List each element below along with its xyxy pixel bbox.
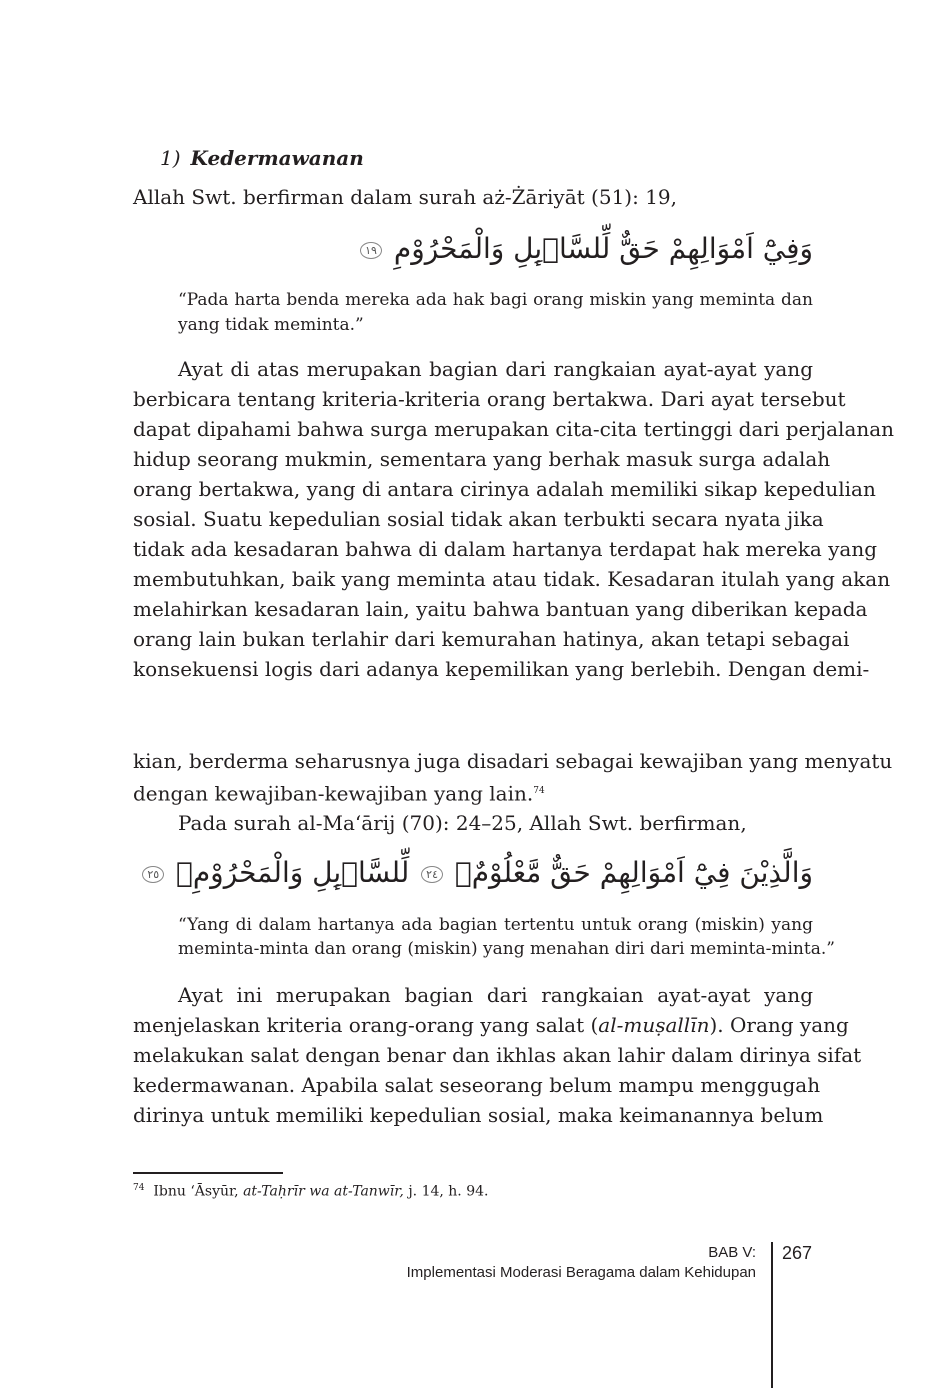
footer-chapter: BAB V:: [708, 1244, 756, 1261]
paragraph-1-line: orang lain bukan terlahir dari kemurahan hatinya, akan tetapi sebagai: [133, 627, 850, 651]
intro-line-2: Pada surah al-Ma‘ārij (70): 24–25, Allah Swt. berfirman,: [178, 811, 747, 835]
section-heading: [160, 146, 364, 170]
paragraph-1-continued-last-line: [133, 776, 813, 809]
paragraph-2-line: dirinya untuk memiliki kepedulian sosial, maka keimanannya belum: [133, 1103, 824, 1127]
translation-2-line-2: meminta-minta dan orang (miskin) yang menahan diri dari meminta-minta.”: [178, 939, 835, 959]
paragraph-1-line: sosial. Suatu kepedulian sosial tidak akan terbukti secara nyata jika: [133, 507, 824, 531]
paragraph-1-line: Ayat di atas merupakan bagian dari rangkaian ayat-ayat yang: [178, 357, 813, 381]
paragraph-1-line: hidup seorang mukmin, sementara yang berhak masuk surga adalah: [133, 447, 831, 471]
footnote-location: j. 14, h. 94.: [408, 1183, 489, 1200]
paragraph-1-line: membutuhkan, baik yang meminta atau tidak. Kesadaran itulah yang akan: [133, 567, 891, 591]
footer-vertical-rule: [771, 1242, 773, 1388]
paragraph-2-line: [133, 1010, 849, 1040]
arabic-verse-2-part-2: لِّلسَّاۤىِٕلِ وَالْمَحْرُوْمِۖ: [176, 856, 410, 889]
paragraph-1-line: berbicara tentang kriteria-kriteria orang bertakwa. Dari ayat tersebut: [133, 387, 846, 411]
paragraph-1-continued-text: dengan kewajiban-kewajiban yang lain.: [133, 781, 534, 806]
paragraph-2-line: melakukan salat dengan benar dan ikhlas akan lahir dalam dirinya sifat: [133, 1043, 862, 1067]
paragraph-2-text: ). Orang yang: [709, 1013, 849, 1037]
footnote: [133, 1183, 488, 1200]
paragraph-1-continued-line: kian, berderma seharusnya juga disadari sebagai kewajiban yang menyatu: [133, 749, 893, 773]
paragraph-1-line: konsekuensi logis dari adanya kepemilikan yang berlebih. Dengan demi-: [133, 657, 870, 681]
footer-subtitle: Implementasi Moderasi Beragama dalam Kehidupan: [406, 1264, 756, 1281]
paragraph-2-line: kedermawanan. Apabila salat seseorang belum mampu menggugah: [133, 1073, 821, 1097]
arabic-verse-2: [139, 856, 813, 889]
footnote-number: 74: [133, 1183, 145, 1193]
paragraph-1-line: dapat dipahami bahwa surga merupakan cita-cita tertinggi dari perjalanan: [133, 417, 895, 441]
paragraph-2-text: menjelaskan kriteria orang-orang yang salat (: [133, 1013, 599, 1037]
translation-1-line-2: yang tidak meminta.”: [178, 315, 364, 335]
arabic-verse-2-part-1: وَالَّذِيْنَ فِيْٓ اَمْوَالِهِمْ حَقٌّ مَّعْلُوْمٌۖ: [454, 856, 813, 889]
section-title: Kedermawanan: [190, 146, 364, 170]
paragraph-1-line: melahirkan kesadaran lain, yaitu bahwa bantuan yang diberikan kepada: [133, 597, 868, 621]
arabic-verse-1-text: وَفِيْٓ اَمْوَالِهِمْ حَقٌّ لِّلسَّاۤىِٕلِ وَالْمَحْرُوْمِ: [393, 232, 813, 265]
paragraph-1-line: tidak ada kesadaran bahwa di dalam hartanya terdapat hak mereka yang: [133, 537, 878, 561]
translation-1-line-1: “Pada harta benda mereka ada hak bagi orang miskin yang meminta dan: [178, 290, 813, 310]
footnote-author: Ibnu ‘Āsyūr,: [153, 1183, 239, 1200]
page-number: 267: [782, 1243, 813, 1263]
footnote-divider: [133, 1172, 283, 1174]
paragraph-2-line: Ayat ini merupakan bagian dari rangkaian ayat-ayat yang: [178, 983, 813, 1007]
paragraph-1-line: orang bertakwa, yang di antara cirinya adalah memiliki sikap kepedulian: [133, 477, 876, 501]
ayah-number-mark: ٢٤: [421, 866, 443, 883]
ayah-number-mark: ١٩: [360, 242, 382, 259]
arabic-verse-1: [357, 232, 813, 265]
intro-line-1: Allah Swt. berfirman dalam surah aż-Żāriyāt (51): 19,: [133, 185, 678, 209]
section-number: 1): [160, 146, 181, 170]
ayah-number-mark: ٢٥: [142, 866, 164, 883]
paragraph-2-italic-term: al-muṣallīn: [598, 1013, 710, 1037]
footnote-reference: 74: [533, 786, 545, 796]
footnote-title: at-Taḥrīr wa at-Tanwīr,: [243, 1183, 404, 1200]
translation-2-line-1: “Yang di dalam hartanya ada bagian tertentu untuk orang (miskin) yang: [178, 915, 813, 935]
